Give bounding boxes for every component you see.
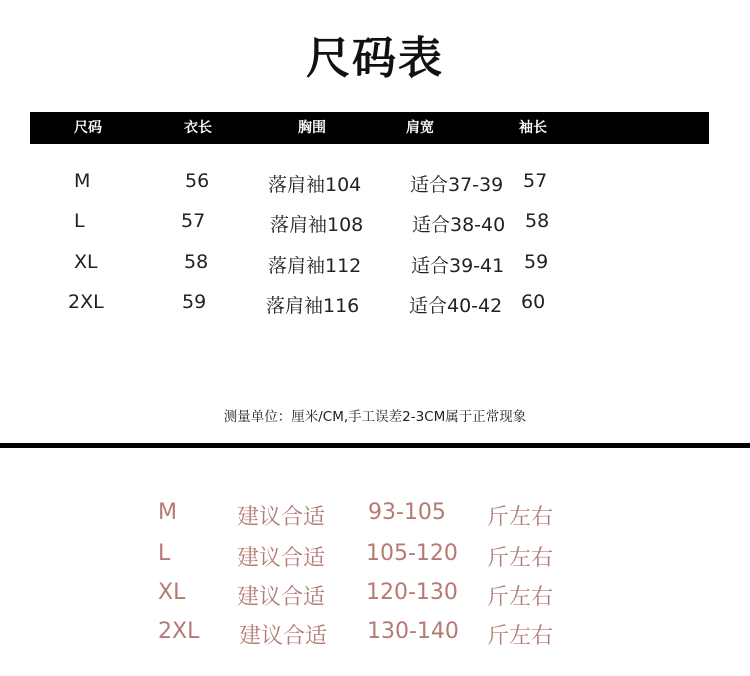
table-cell-chest: 落肩袖116 — [266, 295, 360, 317]
table-cell-size: M — [74, 170, 91, 192]
table-cell-chest: 落肩袖104 — [268, 174, 362, 196]
table-cell-chest: 落肩袖108 — [270, 214, 364, 236]
table-cell-sleeve: 57 — [523, 170, 548, 192]
header-size: 尺码 — [74, 120, 102, 136]
table-cell-shoulder: 适合38-40 — [412, 214, 506, 236]
header-chest: 胸围 — [298, 120, 326, 136]
table-cell-sleeve: 58 — [525, 210, 550, 232]
section-divider — [0, 443, 750, 448]
table-cell-shoulder: 适合39-41 — [411, 255, 505, 277]
table-cell-length: 59 — [182, 291, 207, 313]
header-shoulder: 肩宽 — [406, 120, 434, 136]
rec-weight: 93-105 — [368, 500, 446, 525]
rec-unit: 斤左右 — [487, 585, 554, 610]
rec-weight: 120-130 — [366, 580, 458, 605]
table-cell-size: L — [74, 210, 85, 232]
rec-label: 建议合适 — [237, 505, 326, 530]
table-cell-size: 2XL — [68, 291, 104, 313]
rec-size: L — [158, 541, 171, 566]
rec-size: XL — [158, 580, 186, 605]
table-cell-size: XL — [74, 251, 98, 273]
header-sleeve: 袖长 — [519, 120, 547, 136]
table-cell-chest: 落肩袖112 — [268, 255, 362, 277]
rec-unit: 斤左右 — [487, 505, 554, 530]
table-cell-length: 57 — [181, 210, 206, 232]
rec-size: M — [158, 500, 177, 525]
table-cell-shoulder: 适合37-39 — [410, 174, 504, 196]
rec-weight: 105-120 — [366, 541, 458, 566]
table-cell-length: 58 — [184, 251, 209, 273]
rec-unit: 斤左右 — [487, 624, 554, 649]
rec-size: 2XL — [158, 619, 200, 644]
rec-unit: 斤左右 — [487, 546, 554, 571]
table-cell-shoulder: 适合40-42 — [409, 295, 503, 317]
table-cell-sleeve: 59 — [524, 251, 549, 273]
table-cell-length: 56 — [185, 170, 210, 192]
page-title: 尺码表 — [306, 33, 444, 84]
header-length: 衣长 — [184, 120, 212, 136]
measurement-note: 测量单位：厘米/CM,手工误差2-3CM属于正常现象 — [223, 409, 527, 425]
table-cell-sleeve: 60 — [521, 291, 546, 313]
rec-label: 建议合适 — [237, 546, 326, 571]
rec-label: 建议合适 — [237, 585, 326, 610]
rec-weight: 130-140 — [367, 619, 459, 644]
rec-label: 建议合适 — [239, 624, 328, 649]
